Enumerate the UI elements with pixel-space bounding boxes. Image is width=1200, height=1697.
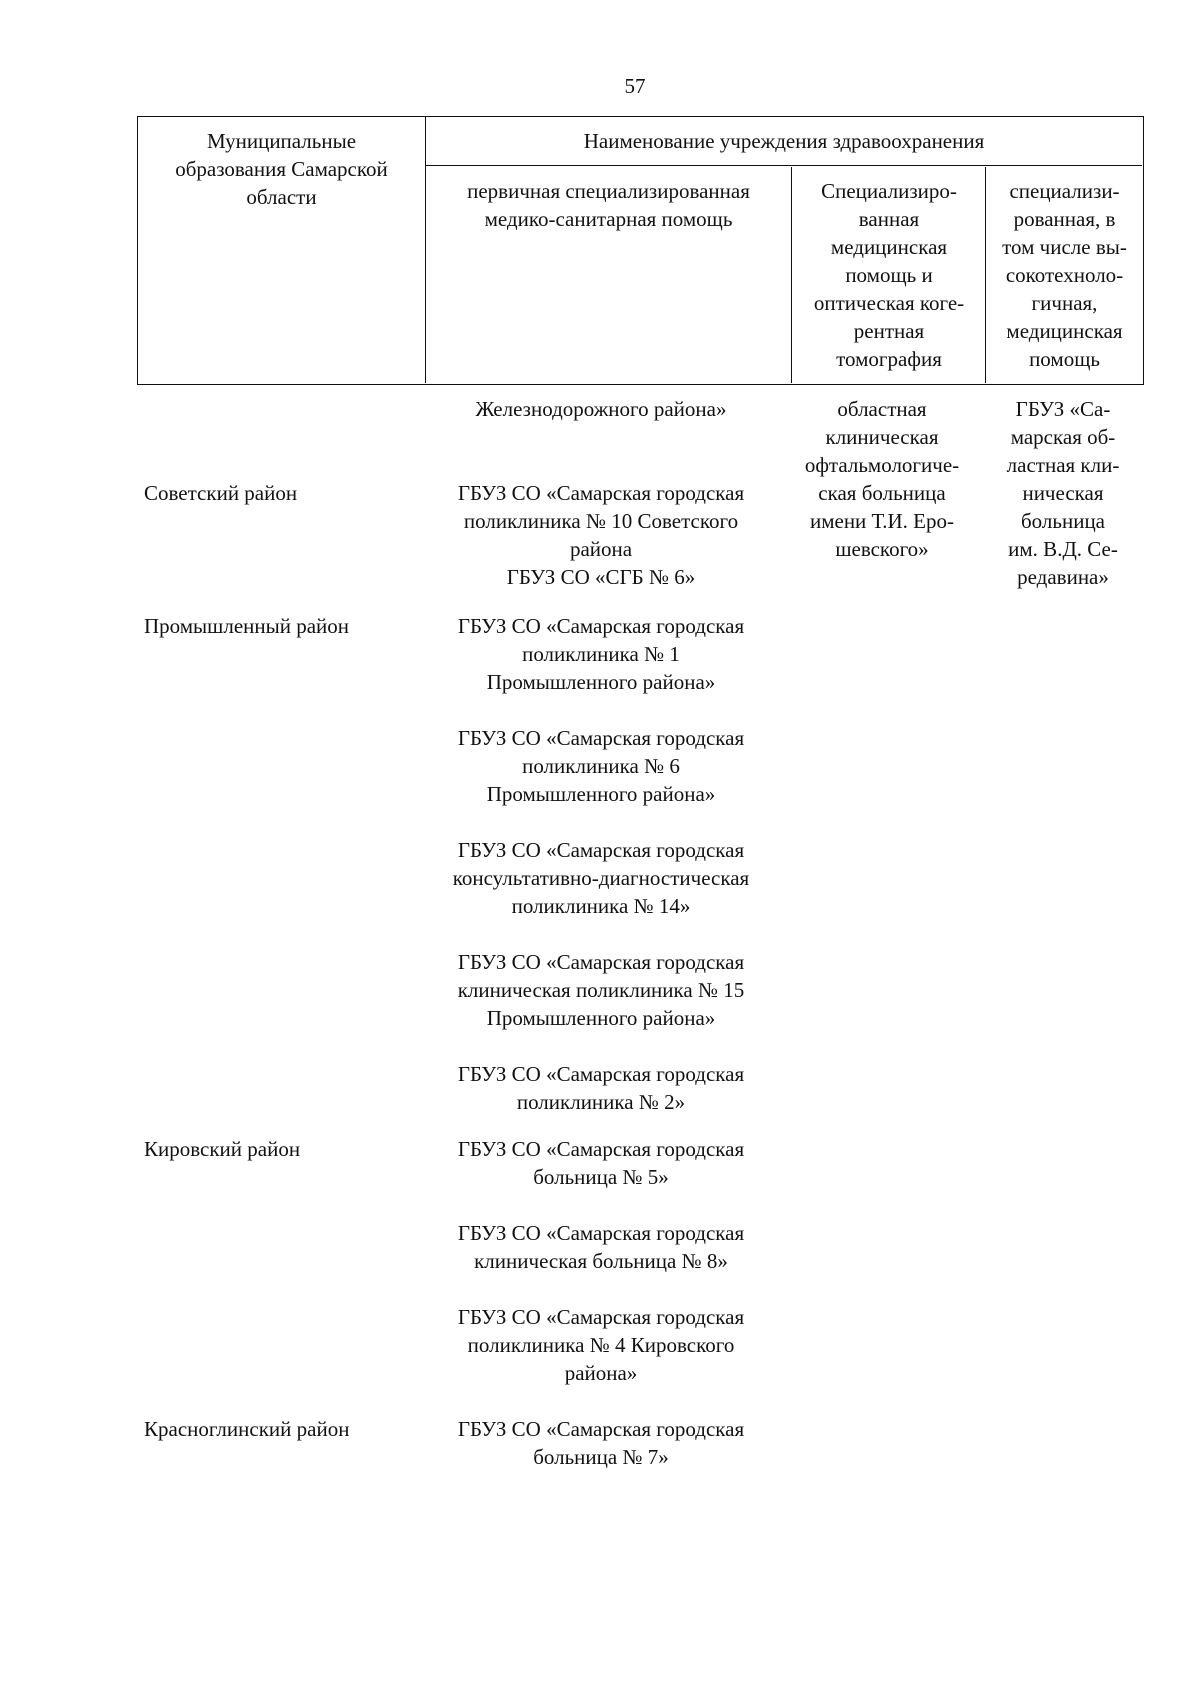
table-cell: ГБУЗ СО «Самарская городская больница № 5» [457, 1137, 745, 1189]
table-cell: ГБУЗ СО «Самарская городская поликлиника № 1 Промышленного района» [457, 614, 745, 694]
municipality-name: Кировский район [144, 1137, 301, 1161]
page-number: 57 [624, 74, 646, 98]
table-cell: ГБУЗ СО «Самарская городская клиническая поликлиника № 15 Промышленного района» [457, 950, 745, 1030]
table-cell: ГБУЗ СО «Самарская городская больница № 7» [457, 1417, 745, 1469]
table-cell: Железнодорожного района» [475, 397, 727, 421]
municipality-name: Красноглинский район [144, 1417, 350, 1441]
header-hightech: специализи- рованная, в том числе вы- сокотехноло- гичная, медицинская помощь [1002, 179, 1127, 371]
municipality-name: Промышленный район [144, 614, 350, 638]
municipality-name: Советский район [144, 481, 298, 505]
table-cell: ГБУЗ СО «Самарская городская поликлиника № 10 Советского района ГБУЗ СО «СГБ № 6» [457, 481, 745, 589]
table-cell: ГБУЗ СО «Самарская городская поликлиника № 6 Промышленного района» [457, 726, 745, 806]
table-cell: ГБУЗ СО «Самарская городская поликлиника № 4 Кировского района» [457, 1305, 745, 1385]
header-divider [985, 167, 986, 383]
header-specialized: Специализиро- ванная медицинская помощь и оптическая коге- рентная томография [813, 179, 965, 371]
table-cell: ГБУЗ «Са- марская об- ластная кли- ническая больница им. В.Д. Се- редавина» [1006, 397, 1120, 589]
table-cell: областная клиническая офтальмологиче- ская больница имени Т.И. Еро- шевского» [804, 397, 960, 561]
table-cell: ГБУЗ СО «Самарская городская поликлиника № 2» [457, 1062, 745, 1114]
header-divider [425, 165, 1142, 166]
table-cell: ГБУЗ СО «Самарская городская консультативно-диагностическая поликлиника № 14» [452, 838, 750, 918]
header-primary: первичная специализированная медико-санитарная помощь [467, 179, 750, 231]
header-divider [791, 167, 792, 383]
header-municipal: Муниципальные образования Самарской области [175, 129, 388, 209]
header-divider [425, 117, 426, 383]
table-cell: ГБУЗ СО «Самарская городская клиническая больница № 8» [457, 1221, 745, 1273]
header-institution: Наименование учреждения здравоохранения [583, 129, 985, 153]
table-header [137, 116, 1144, 385]
